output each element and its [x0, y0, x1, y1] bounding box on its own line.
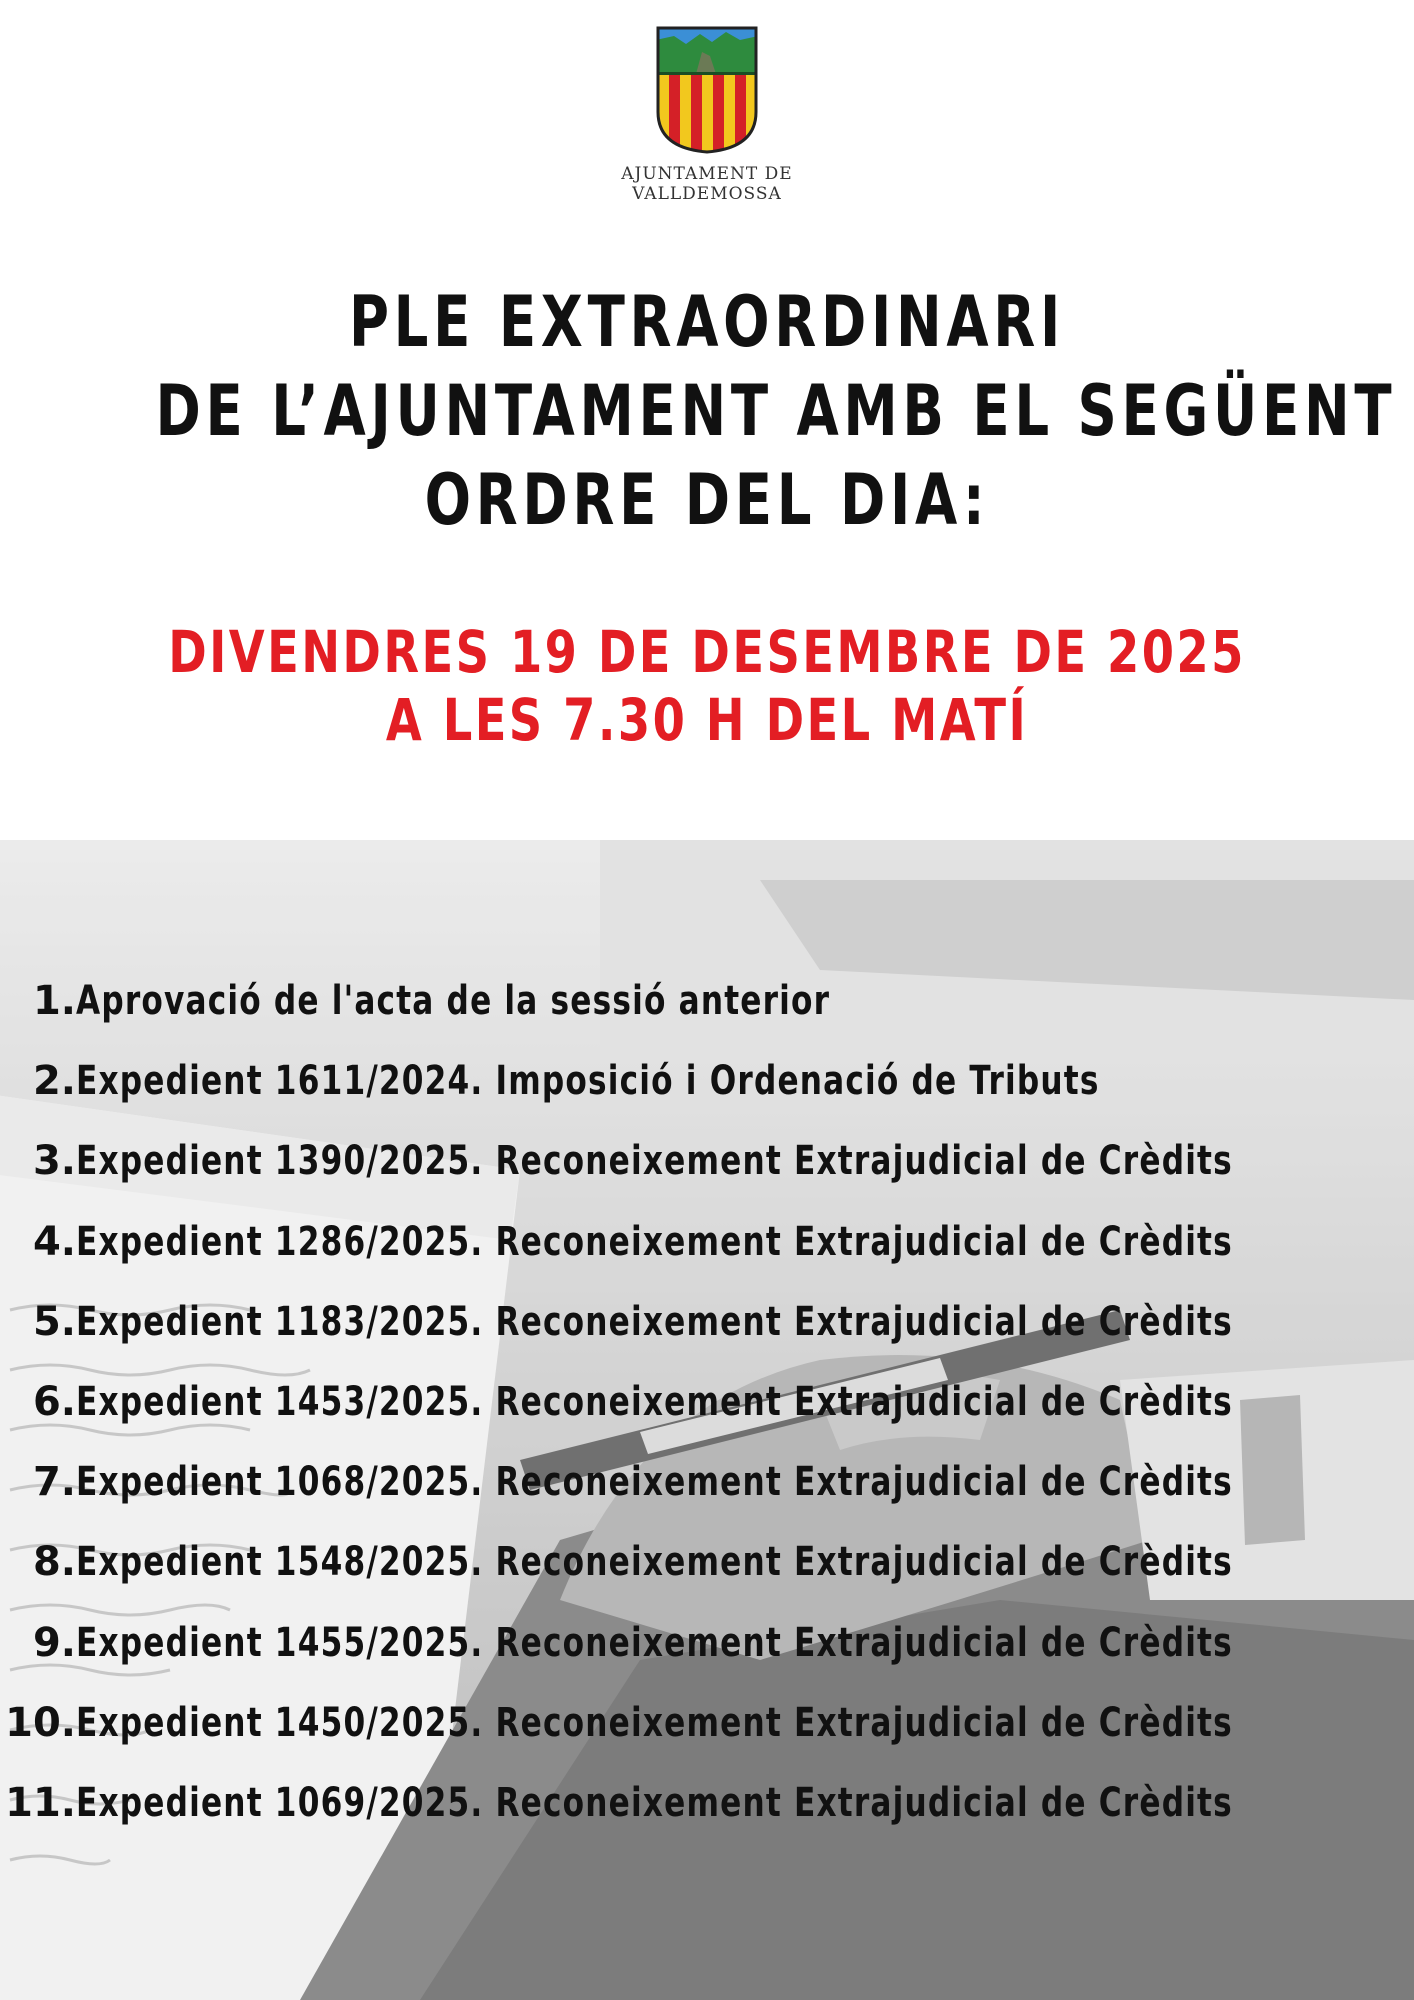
agenda-item-number: 2.	[32, 1058, 76, 1105]
agenda-item-number: 11.	[5, 1780, 76, 1826]
agenda-item	[0, 1697, 1414, 1757]
agenda-item	[0, 975, 1414, 1035]
agenda-item-number: 6.	[32, 1379, 76, 1425]
agenda-item	[0, 1617, 1414, 1677]
agenda-item	[0, 1376, 1414, 1436]
meeting-date	[141, 618, 1272, 754]
logo-text-line2: VALLDEMOSSA	[632, 184, 782, 204]
title-line1: PLE EXTRAORDINARI	[348, 281, 1066, 363]
agenda-item-text: Expedient 1455/2025. Reconeixement Extrajudicial de Crèdits	[76, 1619, 1233, 1666]
agenda-item-number: 1.	[32, 978, 76, 1024]
agenda-item-number: 8.	[32, 1539, 76, 1586]
logo-text-line1: AJUNTAMENT DE	[621, 164, 793, 184]
agenda-item-text: Aprovació de l'acta de la sessió anterior	[76, 978, 831, 1024]
agenda-item	[0, 1536, 1414, 1596]
agenda-item-text: Expedient 1611/2024. Imposició i Ordenació de Tributs	[76, 1058, 1100, 1105]
agenda-item	[0, 1296, 1414, 1356]
agenda-item-number: 4.	[32, 1218, 76, 1265]
agenda-item-text: Expedient 1068/2025. Reconeixement Extrajudicial de Crèdits	[76, 1459, 1233, 1506]
agenda-item-number: 10.	[5, 1699, 76, 1746]
valldemossa-coat-of-arms-icon	[656, 26, 758, 154]
agenda-item	[0, 1216, 1414, 1276]
agenda-item-number: 9.	[32, 1619, 76, 1666]
municipality-logo	[0, 26, 1414, 204]
agenda-item-text: Expedient 1548/2025. Reconeixement Extrajudicial de Crèdits	[76, 1539, 1233, 1586]
agenda-item-text: Expedient 1450/2025. Reconeixement Extrajudicial de Crèdits	[76, 1699, 1233, 1746]
agenda-item-number: 7.	[32, 1459, 76, 1506]
agenda-item-text: Expedient 1069/2025. Reconeixement Extrajudicial de Crèdits	[76, 1780, 1233, 1826]
title-line2: DE L’AJUNTAMENT AMB EL SEGÜENT	[155, 370, 1397, 452]
agenda-item	[0, 1777, 1414, 1837]
agenda-item-text: Expedient 1183/2025. Reconeixement Extrajudicial de Crèdits	[76, 1298, 1233, 1345]
agenda-item-text: Expedient 1453/2025. Reconeixement Extrajudicial de Crèdits	[76, 1379, 1233, 1425]
agenda-item	[0, 1135, 1414, 1195]
agenda-item-text: Expedient 1390/2025. Reconeixement Extrajudicial de Crèdits	[76, 1138, 1233, 1185]
page-title	[155, 278, 1397, 545]
agenda-item-number: 3.	[32, 1138, 76, 1185]
agenda-item-text: Expedient 1286/2025. Reconeixement Extrajudicial de Crèdits	[76, 1218, 1233, 1265]
date-line1: DIVENDRES 19 DE DESEMBRE DE 2025	[168, 618, 1246, 686]
agenda-item	[0, 1456, 1414, 1516]
agenda-item	[0, 1055, 1414, 1115]
agenda-item-number: 5.	[32, 1298, 76, 1345]
date-line2: A LES 7.30 H DEL MATÍ	[385, 686, 1029, 754]
title-line3: ORDRE DEL DIA:	[424, 459, 990, 541]
